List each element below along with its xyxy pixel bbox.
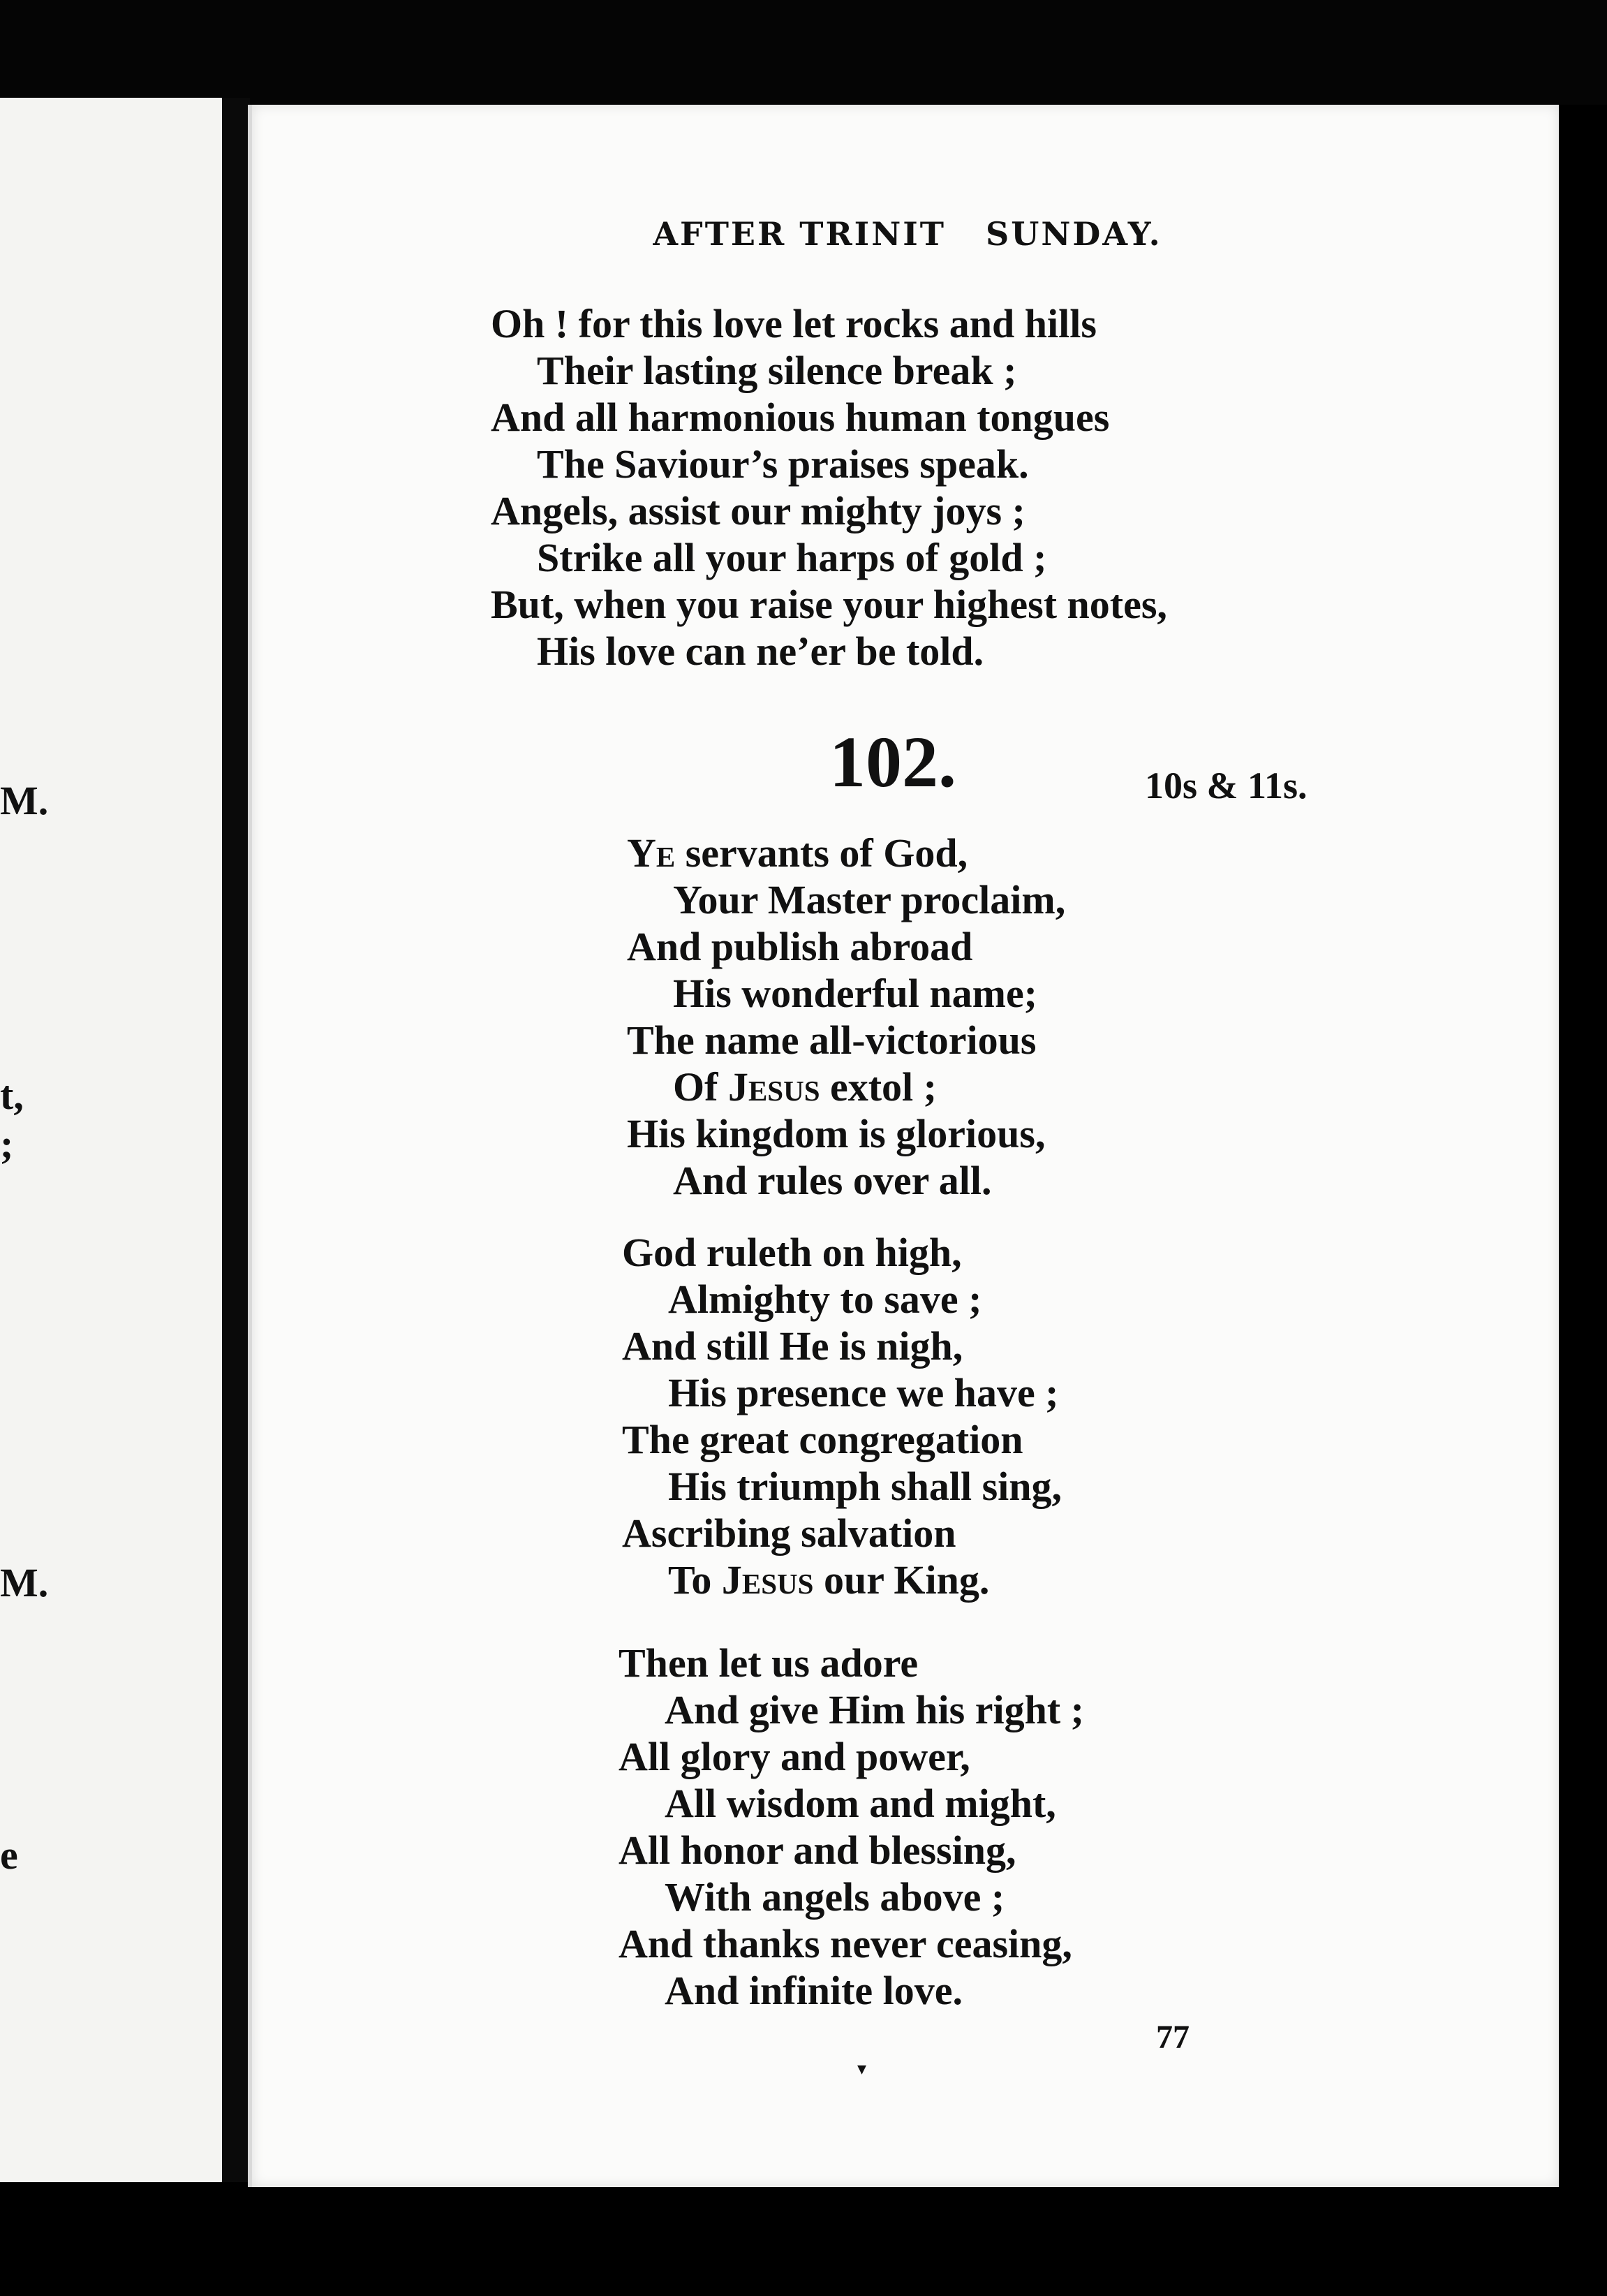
running-head: AFTER TRINIT SUNDAY. bbox=[653, 215, 1162, 253]
verse-text: And thanks never ceasing, bbox=[619, 1921, 1072, 1966]
verse-line bbox=[619, 1827, 1084, 1874]
verse-text: Almighty to save ; bbox=[668, 1276, 982, 1322]
verse-line bbox=[627, 1157, 1065, 1204]
left-page-fragment: ; bbox=[0, 1121, 14, 1167]
verse-line bbox=[627, 923, 1065, 970]
verse-text: The name all-victorious bbox=[627, 1017, 1037, 1063]
verse-line: And all harmonious human tongues bbox=[491, 395, 1110, 440]
verse-line bbox=[627, 1110, 1065, 1157]
verse-text: All honor and blessing, bbox=[619, 1827, 1016, 1873]
verse-text: All glory and power, bbox=[619, 1734, 970, 1779]
hymn-meter: 10s & 11s. bbox=[1145, 765, 1308, 807]
verse-line: Angels, assist our mighty joys ; bbox=[491, 488, 1025, 533]
verse-line bbox=[622, 1276, 1062, 1323]
small-caps-word: Ye bbox=[627, 830, 676, 876]
left-page-fragment: M. bbox=[0, 1560, 49, 1605]
verse-line bbox=[627, 876, 1065, 923]
verse-text: God ruleth on high, bbox=[622, 1230, 962, 1275]
verse-text: our King. bbox=[813, 1557, 990, 1603]
verse-line: But, when you raise your highest notes, bbox=[491, 582, 1167, 627]
verse-line bbox=[627, 830, 1065, 876]
verse-line bbox=[622, 1229, 1062, 1276]
left-page-fragment: M. bbox=[0, 778, 49, 823]
verse-line bbox=[622, 1463, 1062, 1510]
bottom-ornament: ▾ bbox=[857, 2059, 867, 2080]
previous-hymn-stanza bbox=[491, 300, 1167, 675]
book-spine bbox=[222, 98, 250, 2182]
verse-text: And still He is nigh, bbox=[622, 1323, 963, 1369]
verse-text: To bbox=[668, 1557, 722, 1603]
hymn-number: 102. bbox=[829, 722, 956, 802]
verse-text: His triumph shall sing, bbox=[668, 1464, 1062, 1509]
verse-text: The great congregation bbox=[622, 1417, 1023, 1462]
verse-line bbox=[622, 1557, 1062, 1603]
scan-background bbox=[0, 0, 1607, 105]
left-page-edge bbox=[0, 98, 223, 2182]
verse-text: And publish abroad bbox=[627, 924, 973, 969]
hymn-stanza-2 bbox=[622, 1229, 1062, 1603]
verse-line bbox=[619, 1920, 1084, 1967]
left-page-fragment: t, bbox=[0, 1073, 24, 1118]
verse-text: Then let us adore bbox=[619, 1640, 919, 1686]
verse-text: Of bbox=[673, 1064, 728, 1110]
small-caps-word: Jesus bbox=[721, 1557, 814, 1603]
verse-line bbox=[622, 1510, 1062, 1557]
verse-line bbox=[619, 1686, 1084, 1733]
verse-line: Strike all your harps of gold ; bbox=[537, 535, 1047, 580]
verse-line: His love can ne’er be told. bbox=[537, 628, 984, 674]
verse-line bbox=[619, 1640, 1084, 1686]
signature-mark: 77 bbox=[1156, 2019, 1190, 2056]
verse-text: With angels above ; bbox=[665, 1874, 1005, 1920]
verse-text: His wonderful name; bbox=[673, 971, 1037, 1016]
verse-text: All wisdom and might, bbox=[665, 1781, 1056, 1826]
verse-text: And give Him his right ; bbox=[665, 1687, 1084, 1732]
verse-text: His presence we have ; bbox=[668, 1370, 1059, 1415]
verse-text: Ascribing salvation bbox=[622, 1510, 956, 1556]
hymn-stanza-1 bbox=[627, 830, 1065, 1204]
verse-line bbox=[627, 970, 1065, 1017]
verse-text: servants of God, bbox=[675, 830, 968, 876]
verse-line bbox=[627, 1017, 1065, 1064]
verse-line bbox=[622, 1323, 1062, 1369]
verse-line bbox=[619, 1967, 1084, 2014]
verse-text: And rules over all. bbox=[673, 1158, 992, 1203]
left-page-fragment: e bbox=[0, 1832, 18, 1878]
verse-line bbox=[622, 1416, 1062, 1463]
verse-line bbox=[619, 1780, 1084, 1827]
verse-line: Their lasting silence break ; bbox=[537, 348, 1017, 393]
verse-text: His kingdom is glorious, bbox=[627, 1111, 1046, 1156]
hymn-stanza-3 bbox=[619, 1640, 1084, 2014]
verse-text: And infinite love. bbox=[665, 1968, 963, 2013]
verse-text: Your Master proclaim, bbox=[673, 877, 1066, 922]
verse-text: extol ; bbox=[820, 1064, 937, 1110]
small-caps-word: Jesus bbox=[727, 1064, 820, 1110]
verse-line bbox=[627, 1064, 1065, 1110]
verse-line bbox=[622, 1369, 1062, 1416]
verse-line bbox=[619, 1733, 1084, 1780]
verse-line: The Saviour’s praises speak. bbox=[537, 441, 1029, 487]
verse-line: Oh ! for this love let rocks and hills bbox=[491, 301, 1097, 346]
verse-line bbox=[619, 1874, 1084, 1920]
